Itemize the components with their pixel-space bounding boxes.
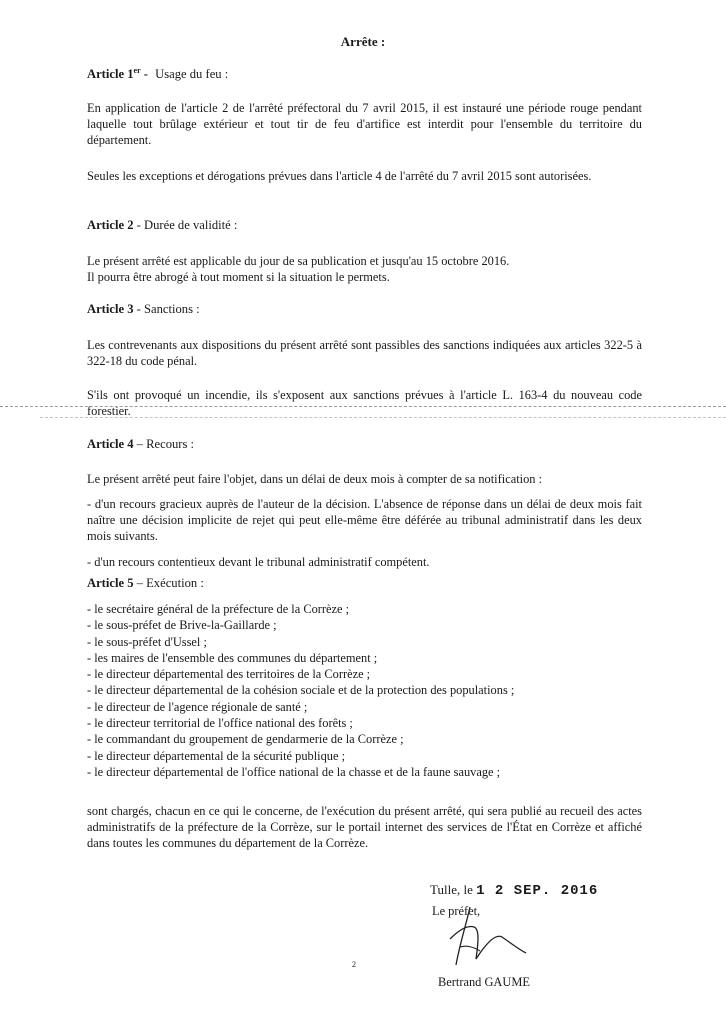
article-1-paragraph-2: Seules les exceptions et dérogations prévues dans l'article 4 de l'arrêté du 7 avril 2015 sont autorisées.	[87, 169, 592, 183]
list-item: - le directeur départemental de la cohésion sociale et de la protection des populations ;	[87, 683, 515, 698]
article-1-subject: Usage du feu :	[155, 67, 229, 82]
article-5-closing: sont chargés, chacun en ce qui le concerne, de l'exécution du présent arrêté, qui sera publié au recueil des actes administratifs de la préfecture de la Corrèze, sur le portail internet des services de l'État en Corrèze et affiché dans toutes les communes du département de la Corrèze.	[87, 804, 642, 850]
article-4-intro: Le présent arrêté peut faire l'objet, dans un délai de deux mois à compter de sa notification :	[87, 472, 543, 486]
article-2-label: Article 2	[87, 218, 134, 232]
article-5-subject: – Exécution :	[136, 576, 204, 590]
article-3-paragraph-1: Les contrevenants aux dispositions du présent arrêté sont passibles des sanctions indiquées aux articles 322-5 à 322-18 du code pénal.	[87, 338, 642, 368]
article-2-line-1: Le présent arrêté est applicable du jour de sa publication et jusqu'au 15 octobre 2016.	[87, 254, 510, 268]
page-number: 2	[352, 960, 356, 969]
article-5-list	[87, 601, 647, 780]
article-1-heading	[87, 66, 228, 82]
list-item: - le directeur départemental de l'office national de la chasse et de la faune sauvage ;	[87, 764, 501, 779]
article-5-label: Article 5	[87, 576, 134, 590]
article-1-label: Article 1	[87, 67, 134, 82]
scan-artifact-line-2	[40, 417, 726, 418]
article-3-paragraph-2: S'ils ont provoqué un incendie, ils s'exposent aux sanctions prévues à l'article L. 163-4 du nouveau code forestier.	[87, 388, 642, 418]
article-2-subject: - Durée de validité :	[136, 218, 238, 232]
article-4-item-2: - d'un recours contentieux devant le tribunal administratif compétent.	[87, 555, 430, 569]
article-1-dash: -	[143, 67, 148, 82]
article-3-subject: - Sanctions :	[136, 302, 200, 316]
signature-place: Tulle, le	[430, 882, 473, 897]
list-item: - le secrétaire général de la préfecture de la Corrèze ;	[87, 602, 350, 616]
list-item: - le sous-préfet d'Ussel ;	[87, 634, 207, 649]
article-2-line-2: Il pourra être abrogé à tout moment si la situation le permets.	[87, 270, 390, 284]
article-4-heading	[87, 437, 194, 452]
list-item: - le directeur départemental de la sécurité publique ;	[87, 748, 346, 763]
list-item: - le directeur de l'agence régionale de santé ;	[87, 699, 308, 714]
article-5-heading	[87, 576, 204, 591]
signatory-first-name: Bertrand	[438, 975, 482, 989]
article-2-heading	[87, 218, 237, 233]
list-item: - le commandant du groupement de gendarmerie de la Corrèze ;	[87, 732, 404, 747]
article-4-label: Article 4	[87, 437, 134, 451]
article-1-paragraph-1: En application de l'article 2 de l'arrêté préfectoral du 7 avril 2015, il est instauré une période rouge pendant laquelle tout brûlage extérieur et tout tir de feu d'artifice est interdit pour l'ensemble du territoire du département.	[87, 101, 642, 147]
date-stamp: 1 2 SEP. 2016	[476, 883, 599, 899]
article-3-heading	[87, 302, 200, 317]
list-item: - le directeur départemental des territoires de la Corrèze ;	[87, 667, 371, 682]
page-title: Arrête :	[340, 34, 386, 49]
article-4-subject: – Recours :	[136, 437, 195, 451]
signature-role: Le préfet,	[432, 904, 481, 918]
list-item: - les maires de l'ensemble des communes du département ;	[87, 650, 378, 665]
scan-artifact-line	[0, 406, 726, 407]
signatory-name	[438, 975, 530, 990]
article-1-sup: er	[133, 66, 141, 75]
article-4-item-1: - d'un recours gracieux auprès de l'auteur de la décision. L'absence de réponse dans un délai de deux mois fait naître une décision implicite de rejet qui peut elle-même être déférée au tribunal administratif dans les deux mois suivants.	[87, 497, 642, 543]
handwritten-signature	[430, 895, 560, 975]
list-item: - le directeur territorial de l'office national des forêts ;	[87, 716, 353, 731]
list-item: - le sous-préfet de Brive-la-Gaillarde ;	[87, 618, 277, 633]
signatory-last-name: GAUME	[484, 975, 530, 989]
article-3-label: Article 3	[87, 302, 134, 316]
